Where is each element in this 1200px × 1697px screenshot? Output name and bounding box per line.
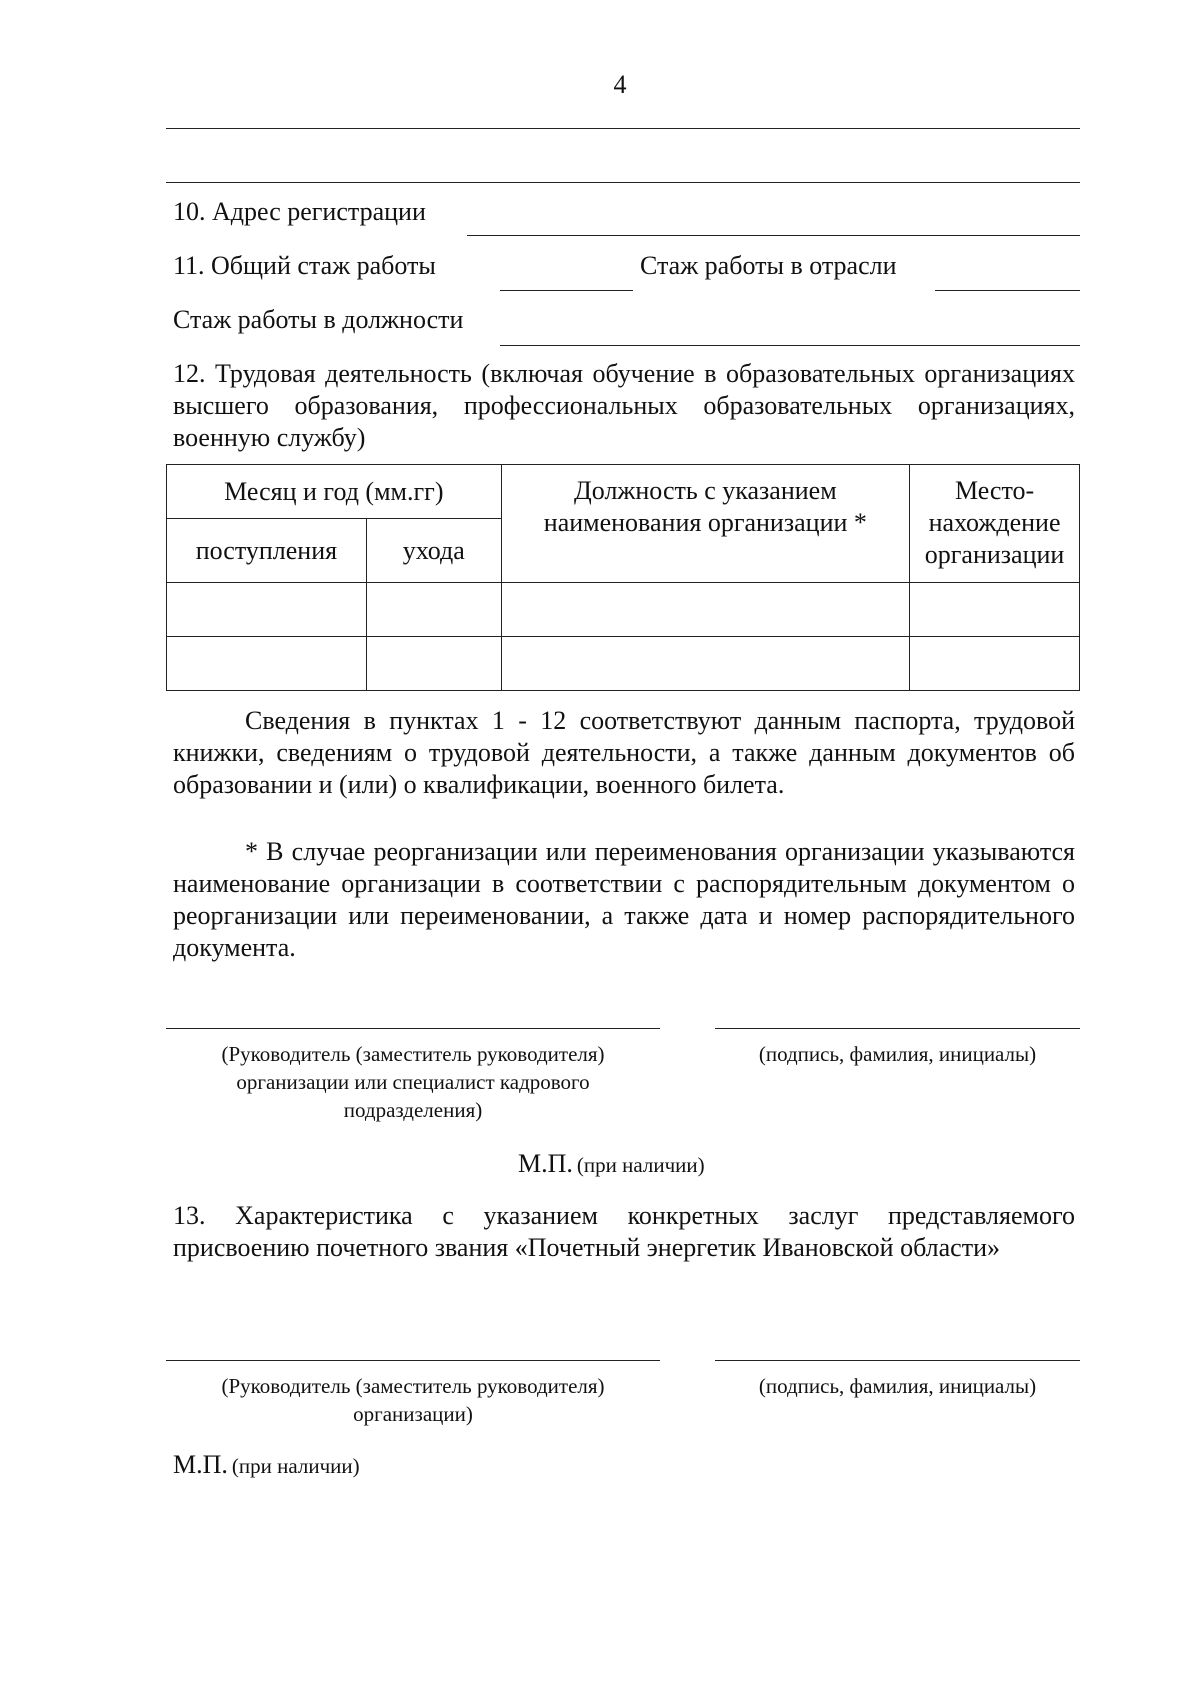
location-cell[interactable] [910,637,1080,691]
start-date-cell[interactable] [167,637,367,691]
position-experience-field[interactable] [500,345,1080,346]
role-caption-1: (Руководитель (заместитель руководителя) организации или специалист кадрового подразделения) [221,1042,605,1122]
location-header-line-1: Место- [954,476,1035,505]
start-date-header: поступления [167,519,367,583]
section-12-heading: 12. Трудовая деятельность (включая обучение в образовательных организациях высшего образования, профессиональных образовательных организациях, военную службу) [173,359,1075,452]
role-caption-2: (Руководитель (заместитель руководителя) организации) [221,1374,605,1426]
industry-experience-label: Стаж работы в отрасли [640,251,897,280]
address-label: 10. Адрес регистрации [173,197,426,226]
end-date-cell[interactable] [366,637,501,691]
footnote-paragraph: * В случае реорганизации или переименования организации указываются наименование организации в соответствии с распорядительным документом о реорганизации или переименовании, а также дата и номер распорядительного документа. [173,837,1075,962]
position-cell[interactable] [501,637,909,691]
location-cell[interactable] [910,583,1080,637]
industry-experience-field[interactable] [935,290,1080,291]
name-signature-line-1[interactable] [715,1028,1080,1029]
location-header [910,465,1080,583]
signature-caption-1: (подпись, фамилия, инициалы) [758,1042,1037,1066]
role-signature-line-1[interactable] [166,1028,660,1029]
blank-line-2[interactable] [166,182,1080,183]
seal-prefix: М.П. [518,1149,573,1178]
total-experience-label: 11. Общий стаж работы [173,251,436,280]
position-experience-label: Стаж работы в должности [173,305,464,334]
role-signature-line-2[interactable] [166,1360,660,1361]
blank-line-1[interactable] [166,128,1080,129]
signature-caption-2: (подпись, фамилия, инициалы) [758,1374,1037,1398]
seal-suffix: (при наличии) [231,1454,360,1478]
seal-suffix: (при наличии) [576,1153,705,1177]
end-date-cell[interactable] [366,583,501,637]
location-header-line-2: нахождение [928,508,1061,537]
position-header: Должность с указанием наименования организации * [501,465,909,583]
work-history-table [166,464,1080,691]
address-field[interactable] [467,235,1080,236]
confirmation-paragraph: Сведения в пунктах 1 - 12 соответствуют данным паспорта, трудовой книжки, сведениям о трудовой деятельности, а также данным документов об образовании и (или) о квалификации, военного билета. [173,706,1075,799]
page-number: 4 [613,70,627,99]
end-date-header: ухода [366,519,501,583]
position-cell[interactable] [501,583,909,637]
seal-note-1 [518,1149,705,1179]
seal-note-2 [173,1450,360,1480]
table-row [167,583,1080,637]
month-year-header: Месяц и год (мм.гг) [167,465,502,519]
name-signature-line-2[interactable] [715,1360,1080,1361]
location-header-line-3: организации [924,540,1065,569]
section-13-paragraph: 13. Характеристика с указанием конкретных заслуг представляемого присвоению почетного звания «Почетный энергетик Ивановской области» [173,1201,1075,1262]
total-experience-field[interactable] [500,290,633,291]
table-row [167,637,1080,691]
seal-prefix: М.П. [173,1450,228,1479]
start-date-cell[interactable] [167,583,367,637]
